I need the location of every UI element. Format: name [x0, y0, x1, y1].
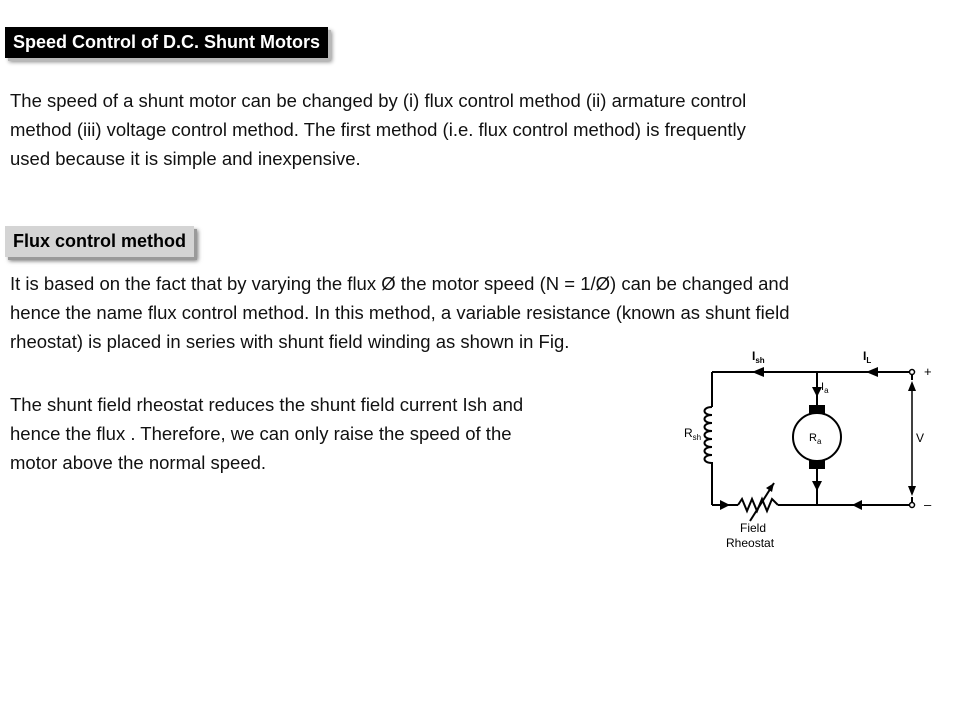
label-minus: – [924, 497, 932, 512]
flux-line: hence the name flux control method. In this method, a variable resistance (known as shunt field [10, 302, 790, 323]
arrow-bottom [812, 481, 822, 491]
label-ra: $R_a$ [809, 432, 822, 446]
arrow-ish [752, 367, 764, 377]
intro-line: The speed of a shunt motor can be changed by (i) flux control method (ii) armature control [10, 90, 747, 111]
rheostat-line: The shunt field rheostat reduces the shunt field current Ish and [10, 394, 524, 415]
intro-paragraph [10, 86, 950, 173]
arrow-bottom-right [852, 500, 862, 510]
flux-line: It is based on the fact that by varying the flux Ø the motor speed (N = 1/Ø) can be changed and [10, 273, 789, 294]
label-plus: + [924, 364, 932, 379]
label-field: Field [740, 521, 767, 535]
label-voltage: V [916, 431, 925, 445]
flux-line: rheostat) is placed in series with shunt field winding as shown in Fig. [10, 331, 570, 352]
section-heading-flux-control: Flux control method [5, 226, 194, 257]
arrow-bottom-left [720, 500, 730, 510]
rheostat-paragraph [10, 390, 670, 477]
shunt-field-winding [705, 407, 713, 465]
terminal-negative [910, 503, 915, 508]
arrow-il [866, 367, 878, 377]
rheostat-arrowhead [766, 483, 774, 492]
page-title: Speed Control of D.C. Shunt Motors [5, 27, 328, 58]
label-rsh: $R_{sh}$ [684, 426, 702, 442]
circuit-svg [680, 345, 942, 555]
label-rheostat: Rheostat [726, 536, 775, 550]
label-ia: $I_a$ [821, 381, 829, 395]
circuit-diagram [680, 345, 942, 555]
label-ish: $I_{sh}$ [752, 349, 765, 365]
rheostat-line: hence the flux . Therefore, we can only raise the speed of the [10, 423, 512, 444]
terminal-positive [910, 370, 915, 375]
flux-paragraph [10, 269, 955, 356]
intro-line: used because it is simple and inexpensive. [10, 148, 361, 169]
intro-line: method (iii) voltage control method. The first method (i.e. flux control method) is frequently [10, 119, 746, 140]
label-il: $I_L$ [863, 349, 872, 365]
rheostat-line: motor above the normal speed. [10, 452, 267, 473]
